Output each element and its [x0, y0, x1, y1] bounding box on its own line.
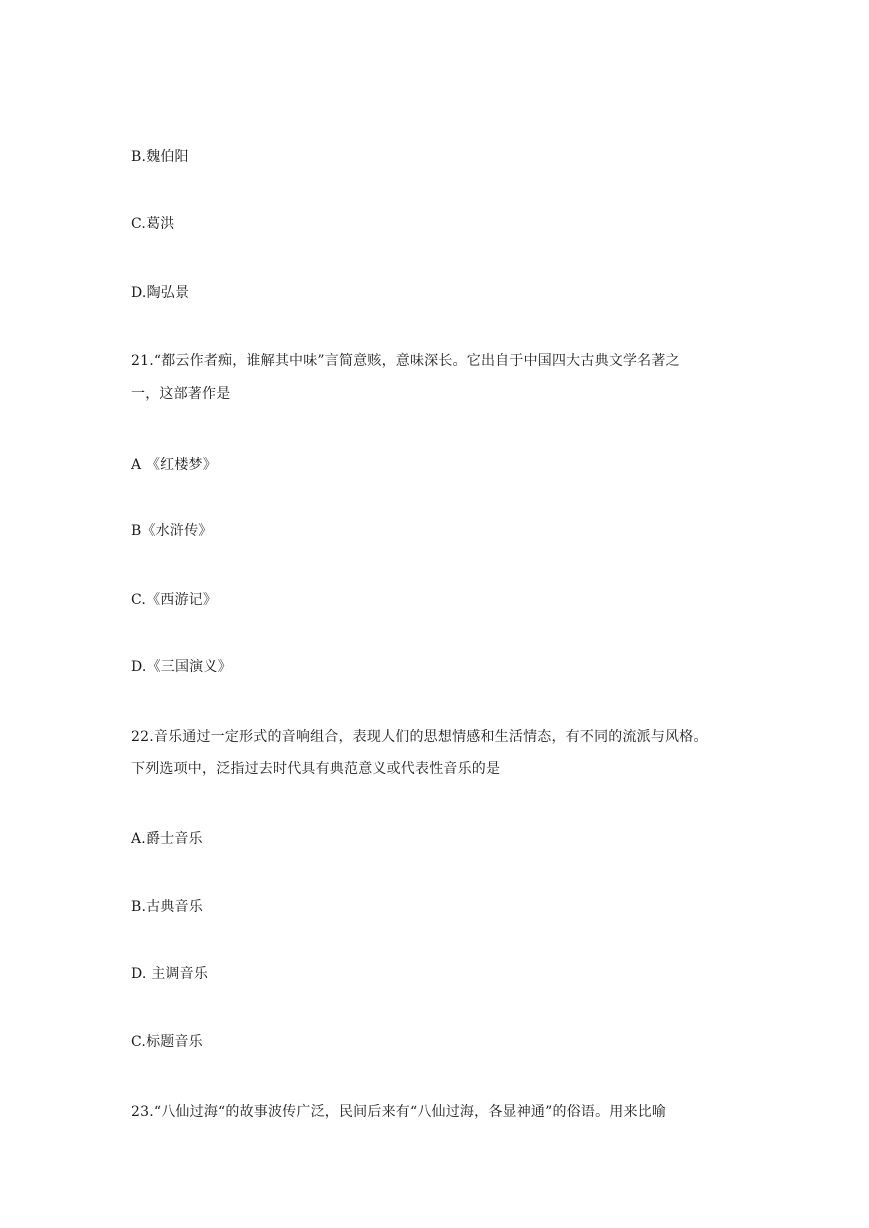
question-22-line-2: 下列选项中，泛指过去时代具有典范意义或代表性音乐的是 — [131, 761, 501, 777]
question-22-option-c: C.标题音乐 — [131, 1034, 203, 1050]
question-22-option-d: D. 主调音乐 — [131, 966, 209, 982]
question-23-line-1: 23.“八仙过海“的故事波传广泛，民间后来有“八仙过海，各显神通”的俗语。用来比喻 — [131, 1104, 667, 1120]
question-22-line-1: 22.音乐通过一定形式的音响组合，表现人们的思想情感和生活情态，有不同的流派与风格。 — [131, 729, 708, 745]
question-21-line-2: 一，这部著作是 — [131, 386, 231, 402]
question-21-line-1: 21.“都云作者痴，谁解其中味”言简意赅，意味深长。它出自于中国四大古典文学名著之 — [131, 353, 680, 369]
question-21-option-c: C.《西游记》 — [131, 592, 218, 608]
question-22-option-b: B.古典音乐 — [131, 899, 203, 915]
question-21-option-a: A 《红楼梦》 — [131, 457, 217, 473]
option-b-text: B.魏伯阳 — [131, 149, 189, 165]
question-21-option-d: D.《三国演义》 — [131, 659, 232, 675]
option-d-text: D.陶弘景 — [131, 285, 190, 301]
option-c-text: C.葛洪 — [131, 216, 175, 232]
question-22-option-a: A.爵士音乐 — [131, 831, 203, 847]
question-21-option-b: B《水浒传》 — [131, 523, 213, 539]
